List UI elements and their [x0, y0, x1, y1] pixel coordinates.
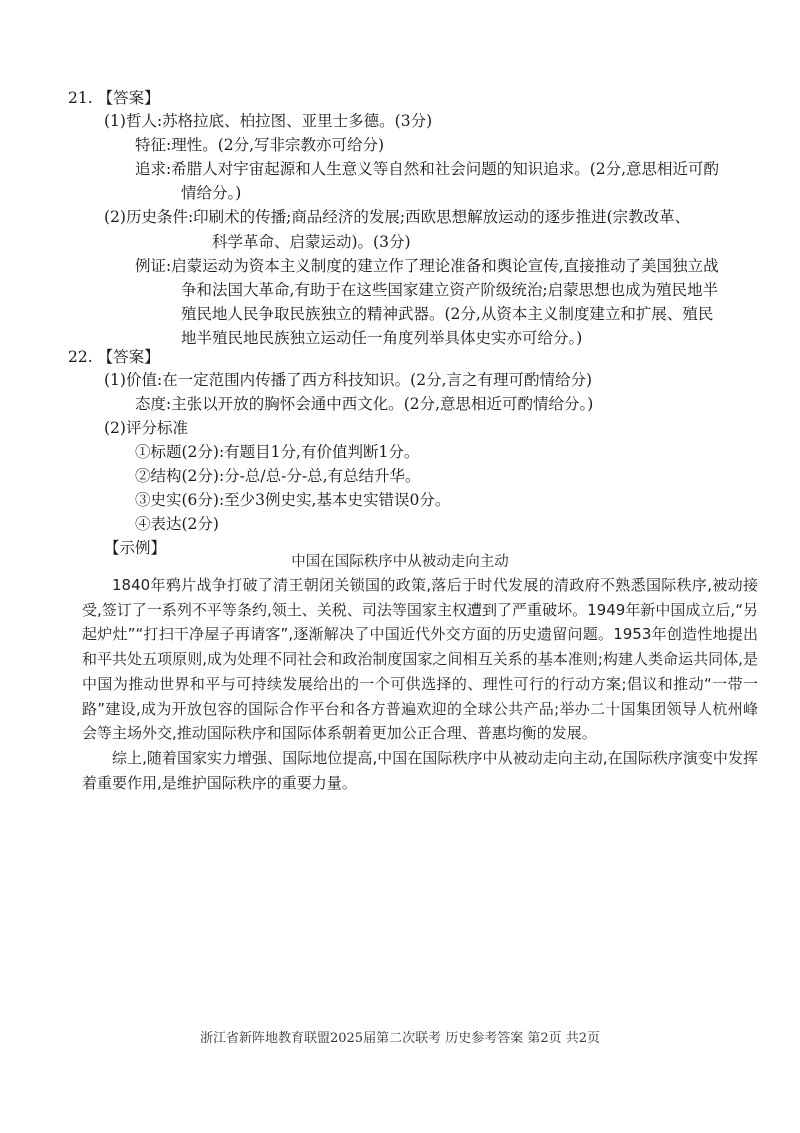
q21-example-line3: 殖民地人民争取民族独立的精神武器。(2分,从资本主义制度建立和扩展、殖民	[181, 305, 714, 323]
q22-value: (1)价值:在一定范围内传播了西方科技知识。(2分,言之有理可酌情给分)	[104, 371, 593, 389]
q21-heading: 21. 【答案】	[68, 89, 160, 107]
q21-example-line2: 争和法国大革命,有助于在这些国家建立资产阶级统治;启蒙思想也成为殖民地半	[181, 281, 719, 299]
criterion-expression: ④表达(2分)	[135, 515, 219, 533]
criterion-structure: ②结构(2分):分-总/总-分-总,有总结升华。	[135, 467, 421, 485]
q21-pursuit-line2: 情给分。)	[181, 184, 242, 202]
q22-attitude: 态度:主张以开放的胸怀会通中西文化。(2分,意思相近可酌情给分。)	[135, 395, 594, 413]
essay-paragraph-2: 综上,随着国家实力增强、国际地位提高,中国在国际秩序中从被动走向主动,在国际秩序演变中发挥着重要作用,是维护国际秩序的重要力量。	[82, 748, 758, 792]
page-footer: 浙江省新阵地教育联盟2025届第二次联考 历史参考答案 第2页 共2页	[199, 1031, 601, 1046]
q21-conditions-line2: 科学革命、启蒙运动)。(3分)	[212, 233, 411, 251]
q21-pursuit-line1: 追求:希腊人对宇宙起源和人生意义等自然和社会问题的知识追求。(2分,意思相近可酌	[135, 160, 720, 178]
q22-criteria-label: (2)评分标准	[104, 419, 188, 437]
q21-example-line1: 例证:启蒙运动为资本主义制度的建立作了理论准备和舆论宣传,直接推动了美国独立战	[135, 257, 719, 275]
sample-label: 【示例】	[104, 539, 167, 557]
q22-heading: 22. 【答案】	[68, 348, 160, 366]
criterion-facts: ③史实(6分):至少3例史实,基本史实错误0分。	[135, 491, 451, 509]
criterion-title: ①标题(2分):有题目1分,有价值判断1分。	[135, 443, 420, 461]
q21-feature: 特征:理性。(2分,写非宗教亦可给分)	[135, 136, 385, 154]
sample-essay	[82, 573, 758, 795]
q21-philosophers: (1)哲人:苏格拉底、柏拉图、亚里士多德。(3分)	[104, 112, 433, 130]
q21-conditions-line1: (2)历史条件:印刷术的传播;商品经济的发展;西欧思想解放运动的逐步推进(宗教改革、	[104, 208, 691, 226]
essay-paragraph-1: 1840年鸦片战争打破了清王朝闭关锁国的政策,落后于时代发展的清政府不熟悉国际秩序,被动接受,签订了一系列不平等条约,领土、关税、司法等国家主权遭到了严重破坏。1949年新中国成立后,“另起炉灶”“打扫干净屋子再请客”,逐渐解决了中国近代外交方面的历史遗留问题。1953年创造性地提出和平共处五项原则,成为处理不同社会和政治制度国家之间相互关系的基本准则;构建人类命运共同体,是中国为推动世界和平与可持续发展给出的一个可供选择的、理性可行的行动方案;倡议和推动“一带一路”建设,成为开放包容的国际合作平台和各方普遍欢迎的全球公共产品;举办二十国集团领导人杭州峰会等主场外交,推动国际秩序和国际体系朝着更加公正合理、普惠均衡的发展。	[82, 576, 758, 743]
q21-example-line4: 地半殖民地民族独立运动任一角度列举具体史实亦可给分。)	[181, 329, 583, 347]
essay-title: 中国在国际秩序中从被动走向主动	[291, 554, 509, 570]
